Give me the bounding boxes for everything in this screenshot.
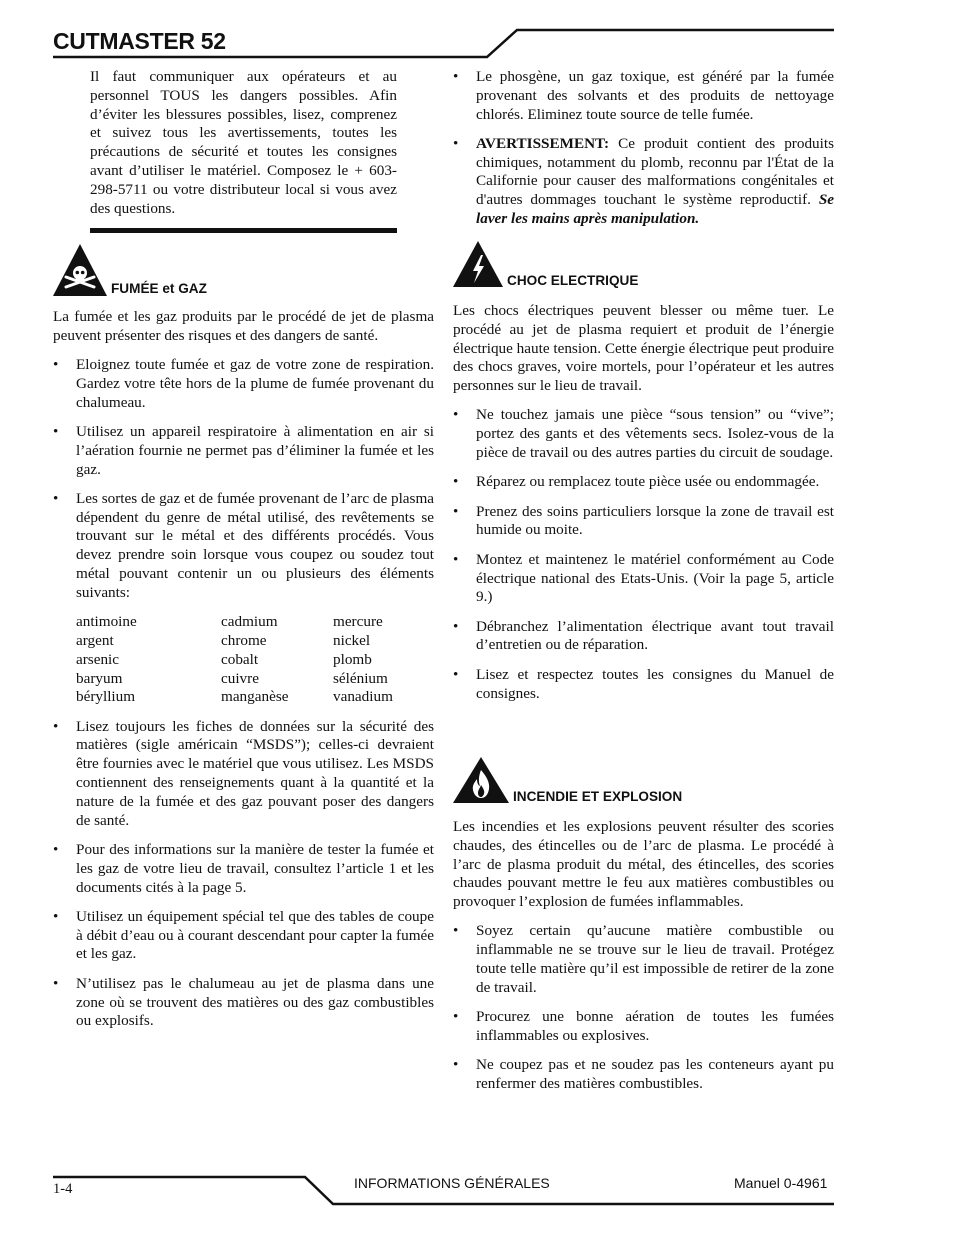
metal-name: nickel — [333, 631, 371, 649]
list-item: • Soyez certain qu’aucune matière combustible ou inflammable ne se trouve sur le lieu de travail. Protégez toute telle matière qu’il est impossible de retirer de la zone de travail. — [453, 922, 834, 997]
shock-bullets — [453, 406, 834, 703]
fire-bullets — [453, 922, 834, 1093]
metal-name: chrome — [221, 631, 267, 649]
list-item: • Ne touchez jamais une pièce “sous tension” ou “vive”; portez des gants et des vêtements secs. Isolez-vous de la pièce de travail ou des autres parties du circuit de soudage. — [453, 406, 834, 462]
intro-divider — [90, 228, 397, 233]
fire-paragraph: Les incendies et les explosions peuvent résulter des scories chaudes, des étincelles ou de l’arc de plasma. Le procédé à l’arc de plasma produit du métal, des étincelles, des scories chaudes pouvant mettre le feu aux matières combustibles ou provoquer l’explosion de fumées inflammables. — [453, 818, 834, 911]
metals-table — [76, 613, 434, 707]
list-item: • Eloignez toute fumée et gaz de votre zone de respiration. Gardez votre tête hors de la plume de fumée provenant du chalumeau. — [53, 356, 434, 412]
list-item: • Utilisez un appareil respiratoire à alimentation en air si l’aération fournie ne permet pas d’éliminer la fumée et les gaz. — [53, 423, 434, 479]
list-item: • Débranchez l’alimentation électrique avant tout travail d’entretien ou de réparation. — [453, 618, 834, 656]
warning-text: Ce produit contient des produits chimiques, notamment du plomb, reconnu par l'État de la Californie pour causer des malformations congénitales et d'autres dommages touchant le système reproductif. — [476, 134, 834, 209]
metal-name: béryllium — [76, 688, 136, 706]
metal-name: argent — [76, 631, 114, 649]
metal-name: arsenic — [76, 650, 120, 668]
list-item: • Ne coupez pas et ne soudez pas les conteneurs ayant pu renfermer des matières combustibles. — [453, 1056, 834, 1094]
intro-paragraph: Il faut communiquer aux opérateurs et au personnel TOUS les dangers possibles. Afin d’éviter les blessures possibles, lisez, comprenez et suivez tous les avertissements, toutes les précautions de sécurité et toutes les consignes avant d’utiliser le matériel. Composez le + 603-298-5711 ou votre distributeur local si vous avez des questions. — [90, 68, 397, 217]
list-item: • Lisez et respectez toutes les consignes du Manuel de consignes. — [453, 666, 834, 704]
shock-section — [453, 302, 834, 714]
list-item: • Procurez une bonne aération de toutes les fumées inflammables ou explosives. — [453, 1008, 834, 1046]
page-number: 1-4 — [53, 1181, 73, 1197]
list-item: • N’utilisez pas le chalumeau au jet de plasma dans une zone où se trouvent des matières ou des gaz combustibles ou explosifs. — [53, 975, 434, 1031]
list-item: • Montez et maintenez le matériel conformément au Code électrique national des Etats-Unis. (Voir la page 5, article 9.) — [453, 551, 834, 607]
list-item: • Les sortes de gaz et de fumée provenant de l’arc de plasma dépendent du genre de métal utilisé, des revêtements se trouvant sur le métal et des différents procédés. Vous devez prendre soin lorsque vous coupez ou soudez tout métal pouvant contenir un ou plusieurs des éléments suivants: — [53, 490, 434, 603]
list-item: • Lisez toujours les fiches de données sur la sécurité des matières (sigle américain “MSDS”); celles-ci devraient être fournies avec le matériel que vous utilisez. Les MSDS contiennent des renseignements quant à la quantité et la nature de la fumée et des gaz pouvant poser des dangers de santé. — [53, 718, 434, 831]
warning-item — [453, 135, 834, 229]
footer-manual-number: Manuel 0-4961 — [734, 1175, 828, 1191]
list-item: • Utilisez un équipement spécial tel que des tables de coupe à débit d’eau ou à courant descendant pour capter la fumée et les gaz. — [53, 908, 434, 964]
fire-heading: INCENDIE ET EXPLOSION — [513, 789, 683, 804]
fumes-section — [53, 308, 434, 1042]
shock-heading: CHOC ELECTRIQUE — [507, 273, 639, 288]
header-rule — [0, 0, 954, 70]
metal-name: vanadium — [333, 688, 393, 706]
list-item: • Le phosgène, un gaz toxique, est généré par la fumée provenant des solvants et des produits de nettoyage chlorés. Eliminez toute source de telle fumée. — [453, 68, 834, 124]
fire-section — [453, 818, 834, 1104]
metal-name: mercure — [333, 613, 383, 631]
metal-name: manganèse — [221, 688, 289, 706]
metal-name: baryum — [76, 669, 123, 687]
metal-name: antimoine — [76, 613, 137, 631]
metal-name: sélénium — [333, 669, 388, 687]
right-top-bullets — [453, 68, 834, 229]
fumes-heading: FUMÉE et GAZ — [111, 281, 207, 296]
list-item: • Prenez des soins particuliers lorsque la zone de travail est humide ou moite. — [453, 503, 834, 541]
footer-section-title: INFORMATIONS GÉNÉRALES — [354, 1175, 550, 1191]
warning-emphasis: Se laver les mains après manipulation. — [476, 191, 834, 228]
metal-name: cobalt — [221, 650, 259, 668]
metal-name: cadmium — [221, 613, 278, 631]
fumes-bullets-2 — [53, 718, 434, 1031]
fumes-paragraph: La fumée et les gaz produits par le procédé de jet de plasma peuvent présenter des risques et des dangers de santé. — [53, 308, 434, 344]
list-item: • Pour des informations sur la manière de tester la fumée et les gaz de votre lieu de travail, consultez l’article 1 et les documents cités à la page 5. — [53, 841, 434, 897]
metal-name: cuivre — [221, 669, 259, 687]
list-item: • Réparez ou remplacez toute pièce usée ou endommagée. — [453, 473, 834, 492]
lightning-bolt-icon — [452, 240, 504, 292]
metal-name: plomb — [333, 650, 372, 668]
flame-icon — [452, 756, 510, 808]
skull-crossbones-icon — [52, 243, 108, 301]
shock-paragraph: Les chocs électriques peuvent blesser ou même tuer. Le procédé au jet de plasma requiert et produit de l’énergie électrique haute tension. Cette énergie électrique peut produire des chocs graves, voire mortels, pour l’opérateur et les autres personnes sur le lieu de travail. — [453, 302, 834, 395]
warning-label: AVERTISSEMENT: — [476, 134, 610, 152]
fumes-bullets-1 — [53, 356, 434, 603]
page-title: CUTMASTER 52 — [53, 28, 226, 54]
right-top-section — [453, 68, 834, 239]
